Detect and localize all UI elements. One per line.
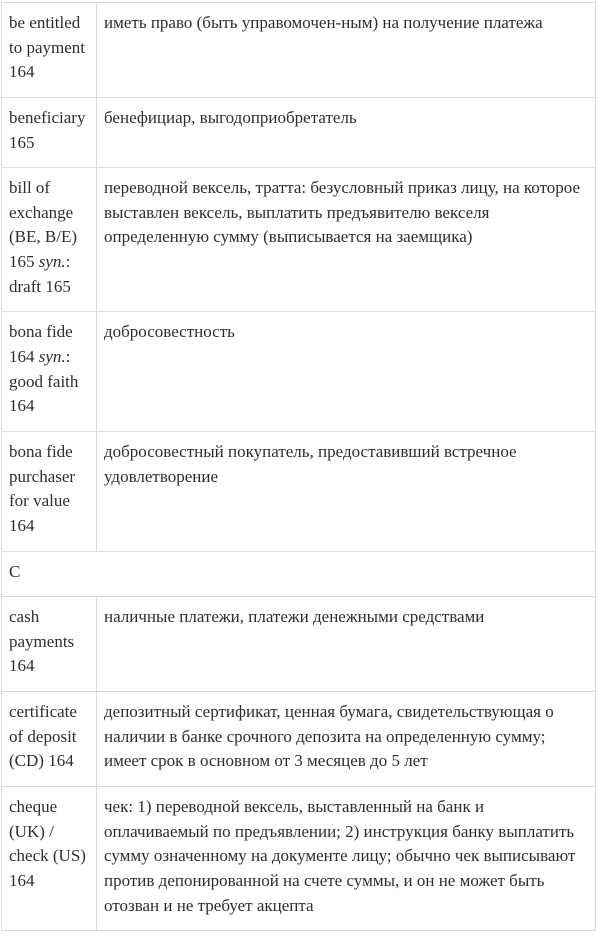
glossary-row <box>2 692 596 787</box>
term-cell <box>2 97 97 167</box>
glossary-table <box>1 2 596 931</box>
glossary-row <box>2 787 596 931</box>
definition-cell: переводной вексель, тратта: безусловный приказ лицу, на которое выставлен вексель, выплатить предъявителю векселя определенную сумму (выписывается на заемщика) <box>97 168 596 312</box>
glossary-row <box>2 312 596 432</box>
definition-cell: чек: 1) переводной вексель, выставленный на банк и оплачиваемый по предъявлении; 2) инструкция банку выплатить сумму означенному на документе лицу; обычно чек выписывают против депонированной на счете суммы, и он не может быть отозван и не требует акцепта <box>97 787 596 931</box>
term-text: beneficiary 165 <box>9 107 86 152</box>
term-text: be entitled to payment 164 <box>9 13 86 82</box>
term-cell <box>2 168 97 312</box>
definition-cell: депозитный сертификат, ценная бумага, свидетельствующая о наличии в банке срочного депозита на определенную сумму; имеет срок в основном от 3 месяцев до 5 лет <box>97 692 596 787</box>
glossary-row <box>2 3 596 98</box>
term-text: certificate of deposit (CD) 164 <box>9 702 77 771</box>
definition-cell: наличные платежи, платежи денежными средствами <box>97 597 596 692</box>
term-syn-label: syn. <box>38 252 66 272</box>
section-row <box>2 551 596 597</box>
glossary-row <box>2 431 596 551</box>
term-cell <box>2 312 97 432</box>
definition-cell: добросовестность <box>97 312 596 432</box>
term-text: bona fide purchaser for value 164 <box>9 441 76 535</box>
term-cell <box>2 597 97 692</box>
term-text: : draft 165 <box>9 252 71 296</box>
term-syn-label: syn. <box>38 347 66 367</box>
glossary-row <box>2 168 596 312</box>
term-cell <box>2 3 97 98</box>
definition-cell: иметь право (быть управомочен-ным) на получение платежа <box>97 3 596 98</box>
glossary-row <box>2 97 596 167</box>
term-text: cash payments 164 <box>9 607 75 676</box>
glossary-table-body <box>2 3 596 931</box>
glossary-row <box>2 597 596 692</box>
term-cell <box>2 692 97 787</box>
term-cell <box>2 787 97 931</box>
definition-cell: добросовестный покупатель, предоставивший встречное удовлетворение <box>97 431 596 551</box>
section-letter: C <box>2 551 596 597</box>
term-text: : good faith 164 <box>9 347 79 416</box>
term-cell <box>2 431 97 551</box>
term-text: cheque (UK) / check (US) 164 <box>9 797 86 890</box>
term-text: bill of exchange (BE, B/E) 165 <box>9 178 77 272</box>
term-text: bona fide 164 <box>9 322 73 367</box>
definition-cell: бенефициар, выгодоприобретатель <box>97 97 596 167</box>
